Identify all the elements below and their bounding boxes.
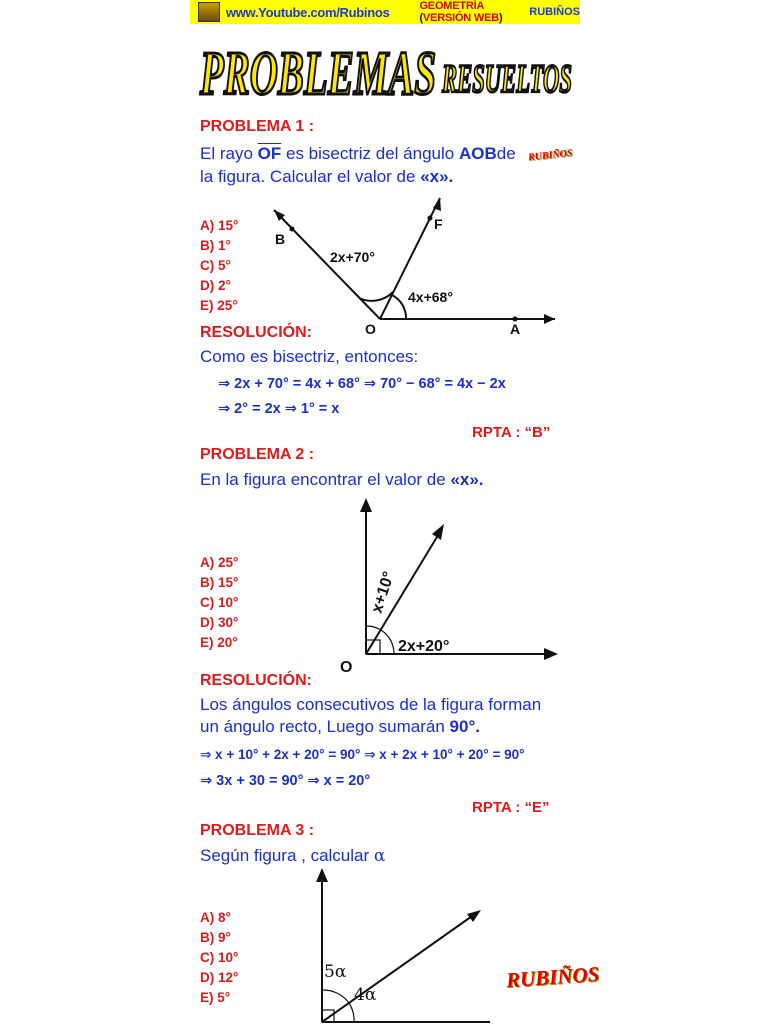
point-f-label: F: [434, 216, 443, 232]
problem1-resolution-text: Como es bisectriz, entonces:: [200, 347, 419, 366]
problem2-resolution-heading: RESOLUCIÓN:: [200, 672, 312, 689]
problem2-statement: En la figura encontrar el valor de «x».: [200, 470, 484, 489]
angle-5a-label: 5α: [324, 962, 347, 982]
angle-bof-label: 2x+70°: [330, 249, 375, 265]
problem2-options: [200, 553, 238, 653]
point-o-label: O: [365, 321, 376, 337]
problem1-resolution-heading: RESOLUCIÓN:: [200, 324, 312, 341]
option-d: D) 2°: [200, 278, 231, 293]
ray-of-label: $\overline{OF}$: [257, 144, 282, 163]
arrow-a-icon: [544, 314, 555, 324]
option-e: E) 25°: [200, 298, 238, 313]
option-e: E) 5°: [200, 990, 231, 1005]
problem1-statement-line1: El rayo $\overline{OF}$ es bisectriz del ángulo AOBde: [200, 144, 516, 163]
problem1-answer: RPTA : “B”: [472, 424, 551, 441]
problem2-resolution-line2: un ángulo recto, Luego sumarán 90°.: [200, 717, 480, 736]
author-label: RUBIÑOS: [529, 6, 580, 18]
problem1-figure: [270, 192, 570, 342]
option-c: C) 10°: [200, 595, 239, 610]
title-line2: RESUELTOS: [441, 56, 572, 101]
problem2-figure: [340, 494, 565, 684]
option-d: D) 30°: [200, 615, 239, 630]
option-a: A) 25°: [200, 555, 239, 570]
option-b: B) 1°: [200, 238, 231, 253]
channel-url[interactable]: www.Youtube.com/Rubinos: [225, 4, 390, 20]
arrow-oblique-icon: [432, 524, 444, 540]
page-title: [194, 24, 578, 108]
problem2-resolution-line1: Los ángulos consecutivos de la figura forman: [200, 695, 542, 714]
option-a: A) 8°: [200, 910, 231, 925]
point-o-label: O: [340, 659, 353, 676]
option-a: A) 15°: [200, 218, 239, 233]
problem1-heading: PROBLEMA 1 :: [200, 118, 315, 135]
rubinos-badge-large: RUBIÑOS: [505, 961, 601, 993]
problem1-equation1: ⇒ 2x + 70° = 4x + 68° ⇒ 70° − 68° = 4x − 2x: [218, 376, 506, 392]
header-bar: [190, 0, 580, 24]
problem3-options: [200, 908, 238, 1008]
arrow-right-icon: [544, 648, 558, 660]
point-b-label: B: [275, 231, 286, 247]
option-b: B) 15°: [200, 575, 239, 590]
problem2-equation1: ⇒ x + 10° + 2x + 20° = 90° ⇒ x + 2x + 10° + 20° = 90°: [200, 747, 525, 762]
arrow-up-icon: [316, 868, 328, 882]
rubinos-badge-small: RUBIÑOS: [527, 147, 573, 164]
subject-label: GEOMETRÍA (VERSIÓN WEB): [419, 0, 503, 24]
point-a-label: A: [510, 321, 521, 337]
problem1-options: [200, 216, 238, 316]
channel-logo-icon: [198, 2, 220, 22]
problem1-statement-line2: la figura. Calcular el valor de «x».: [200, 167, 454, 186]
problem3-figure: [300, 862, 490, 1024]
arrow-oblique-icon: [467, 910, 481, 922]
angle-2x-label: 2x+20°: [398, 638, 450, 655]
angle-foa-label: 4x+68°: [408, 289, 453, 305]
angle-x-label: x+10°: [368, 569, 398, 616]
problem2-heading: PROBLEMA 2 :: [200, 446, 315, 463]
option-e: E) 20°: [200, 635, 238, 650]
problem1-equation2: ⇒ 2° = 2x ⇒ 1° = x: [218, 401, 340, 417]
document-page: [190, 0, 601, 1024]
title-line1: PROBLEMAS: [199, 40, 436, 108]
problem3-heading: PROBLEMA 3 :: [200, 822, 315, 839]
problem2-equation2: ⇒ 3x + 30 = 90° ⇒ x = 20°: [200, 773, 371, 789]
problem3-statement: Según figura , calcular α: [200, 846, 386, 866]
problem2-answer: RPTA : “E”: [472, 799, 550, 816]
option-d: D) 12°: [200, 970, 239, 985]
option-b: B) 9°: [200, 930, 231, 945]
option-c: C) 10°: [200, 950, 239, 965]
angle-4a-label: 4α: [354, 985, 377, 1005]
option-c: C) 5°: [200, 258, 231, 273]
arrow-up-icon: [360, 498, 372, 512]
